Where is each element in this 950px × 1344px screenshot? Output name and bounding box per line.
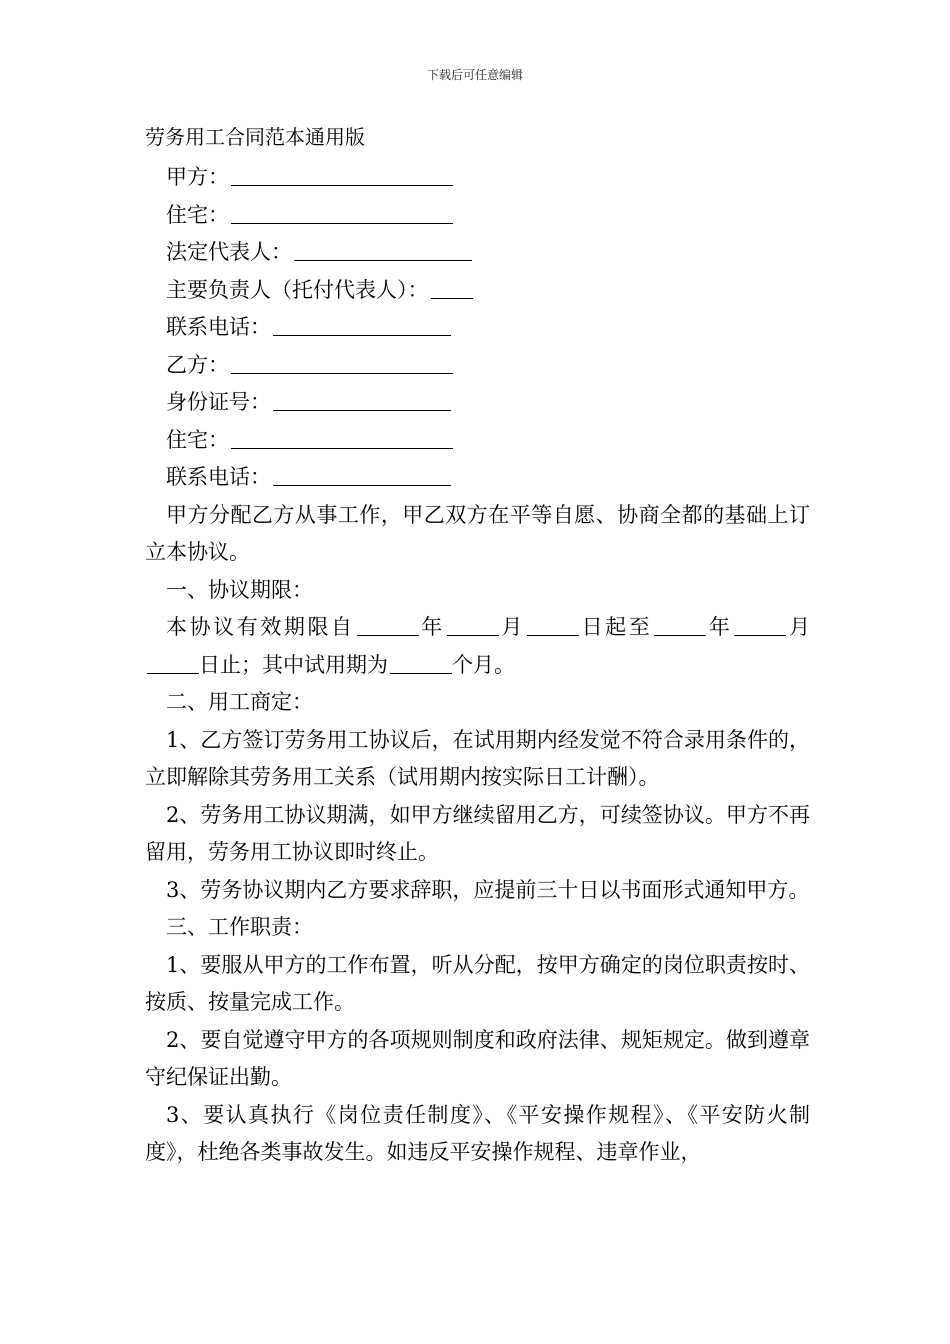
section-heading: 二、用工商定： [166,690,313,714]
fill-blank[interactable] [431,276,473,299]
field-label: 乙方： [166,352,229,377]
field-label: 甲方： [166,165,229,189]
field-residence-b [145,422,810,460]
field-id-number [145,384,810,422]
fill-blank[interactable] [294,238,472,261]
intro-paragraph: 甲方分配乙方从事工作，甲乙双方在平等自愿、协商全都的基础上订立本协议。 [145,502,810,564]
period-text: 日起至 [578,615,653,639]
clause-paragraph: 3、劳务协议期内乙方要求辞职，应提前三十日以书面形式通知甲方。 [166,877,810,902]
fill-blank[interactable] [734,613,786,636]
period-paragraph [145,609,810,684]
document-body [145,122,810,1172]
fill-blank[interactable] [231,163,453,186]
period-text: 本协议有效期限自 [166,615,355,639]
page-header: 下载后可任意编辑 [426,68,523,82]
field-residence-a [145,197,810,235]
fill-blank[interactable] [273,463,451,486]
fill-blank[interactable] [273,388,451,411]
clause-paragraph: 3、要认真执行《岗位责任制度》、《平安操作规程》、《平安防火制度》，杜绝各类事故发生。如违反平安操作规程、违章作业， [145,1102,810,1164]
fill-blank[interactable] [390,651,452,674]
field-label: 住宅： [166,427,229,452]
clause-paragraph: 1、要服从甲方的工作布置，听从分配，按甲方确定的岗位职责按时、按质、按量完成工作。 [145,952,810,1014]
fill-blank[interactable] [447,613,499,636]
fill-blank[interactable] [273,313,451,336]
period-text: 月 [498,615,525,639]
field-label: 法定代表人： [166,240,292,264]
period-text: 日止；其中试用期为 [199,652,388,677]
clause-paragraph: 2、要自觉遵守甲方的各项规则制度和政府法律、规矩规定。做到遵章守纪保证出勤。 [145,1027,810,1089]
period-text: 个月。 [452,652,515,677]
field-legal-rep [145,234,810,272]
field-party-b [145,347,810,385]
period-text: 年 [706,615,733,639]
field-phone-a [145,309,810,347]
fill-blank[interactable] [357,613,419,636]
fill-blank[interactable] [231,426,453,449]
clause-paragraph: 1、乙方签订劳务用工协议后，在试用期内经发觉不符合录用条件的，立即解除其劳务用工关系（试用期内按实际日工计酬）。 [145,727,810,789]
field-principal [145,272,810,310]
field-label: 联系电话： [166,315,271,339]
field-label: 主要负责人（托付代表人）： [166,277,429,302]
field-party-a [145,159,810,197]
period-text: 月 [786,615,811,639]
section-heading: 三、工作职责： [166,915,313,939]
fill-blank[interactable] [231,201,453,224]
fill-blank[interactable] [147,651,199,674]
clause-paragraph: 2、劳务用工协议期满，如甲方继续留用乙方，可续签协议。甲方不再留用，劳务用工协议即时终止。 [145,802,810,864]
fill-blank[interactable] [654,613,706,636]
field-label: 身份证号： [166,390,271,414]
fill-blank[interactable] [527,613,579,636]
fill-blank[interactable] [231,351,453,374]
field-phone-b [145,459,810,497]
field-label: 联系电话： [166,465,271,489]
period-text: 年 [418,615,445,639]
section-heading: 一、协议期限： [166,577,313,602]
field-label: 住宅： [166,202,229,227]
document-title: 劳务用工合同范本通用版 [145,125,365,149]
